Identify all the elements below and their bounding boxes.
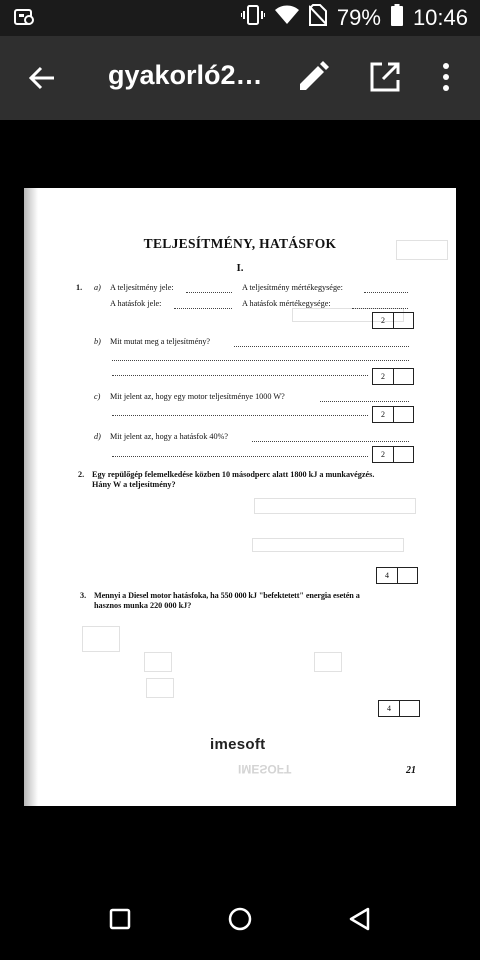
question-text: Mit mutat meg a teljesítmény? — [110, 337, 211, 346]
answer-line — [112, 415, 368, 416]
open-external-icon[interactable] — [368, 60, 402, 94]
question-number: 1. — [76, 283, 83, 292]
answer-line — [320, 401, 409, 402]
subquestion-label: b) — [94, 337, 101, 346]
clock: 10:46 — [412, 5, 468, 30]
answer-line — [112, 456, 368, 457]
subquestion-label: a) — [94, 283, 101, 292]
back-arrow-icon[interactable] — [26, 62, 58, 94]
score-box: 2 — [372, 406, 414, 423]
question-text: Egy repülőgép felemelkedése közben 10 másodperc alatt 1800 kJ a munkavégzés. — [92, 470, 375, 479]
score-box: 4 — [376, 567, 418, 584]
score-box: 2 — [372, 368, 414, 385]
question-text: Hány W a teljesítmény? — [92, 480, 176, 489]
wifi-icon — [275, 5, 299, 31]
document-title: gyakorló2… — [108, 60, 263, 90]
question-text: A teljesítmény mértékegysége: — [242, 283, 343, 292]
answer-line — [364, 292, 408, 293]
score-box: 2 — [372, 446, 414, 463]
app-bar — [0, 36, 480, 120]
publisher-logo: imesoft — [210, 736, 266, 753]
edit-pencil-icon[interactable] — [296, 60, 330, 94]
page-number: 21 — [406, 765, 416, 776]
answer-line — [234, 346, 409, 347]
subquestion-label: c) — [94, 392, 101, 401]
score-box: 4 — [378, 700, 420, 717]
question-number: 2. — [78, 470, 85, 479]
answer-line — [186, 292, 232, 293]
battery-percent: 79% — [336, 5, 381, 30]
question-number: 3. — [80, 591, 87, 600]
battery-icon — [391, 4, 403, 32]
more-vert-icon[interactable] — [436, 60, 456, 94]
question-text: A teljesítmény jele: — [110, 283, 174, 292]
system-nav-bar — [0, 878, 480, 960]
question-text: hasznos munka 220 000 kJ? — [94, 601, 192, 610]
publisher-logo-bleed: IMESOFT — [238, 762, 292, 776]
status-bar — [0, 0, 480, 36]
question-text: A hatásfok jele: — [110, 299, 162, 308]
answer-line — [112, 360, 409, 361]
home-icon[interactable] — [227, 906, 253, 932]
answer-line — [174, 308, 232, 309]
question-text: A hatásfok mértékegysége: — [242, 299, 331, 308]
page-heading: TELJESÍTMÉNY, HATÁSFOK — [143, 236, 337, 251]
back-triangle-icon[interactable] — [347, 906, 373, 932]
vibrate-icon — [241, 4, 265, 32]
score-box: 2 — [372, 312, 414, 329]
question-text: Mit jelent az, hogy egy motor teljesítménye 1000 W? — [110, 392, 285, 401]
answer-line — [252, 441, 409, 442]
recent-apps-icon[interactable] — [107, 906, 133, 932]
answer-line — [112, 375, 368, 376]
screenshot-notification-icon — [14, 8, 36, 33]
subquestion-label: d) — [94, 432, 101, 441]
question-text: Mennyi a Diesel motor hatásfoka, ha 550 000 kJ "befektetett" energia esetén a — [94, 591, 360, 600]
answer-line — [352, 308, 408, 309]
section-number: I. — [236, 262, 244, 274]
question-text: Mit jelent az, hogy a hatásfok 40%? — [110, 432, 228, 441]
no-sim-icon — [309, 4, 327, 32]
document-page[interactable] — [24, 188, 456, 806]
